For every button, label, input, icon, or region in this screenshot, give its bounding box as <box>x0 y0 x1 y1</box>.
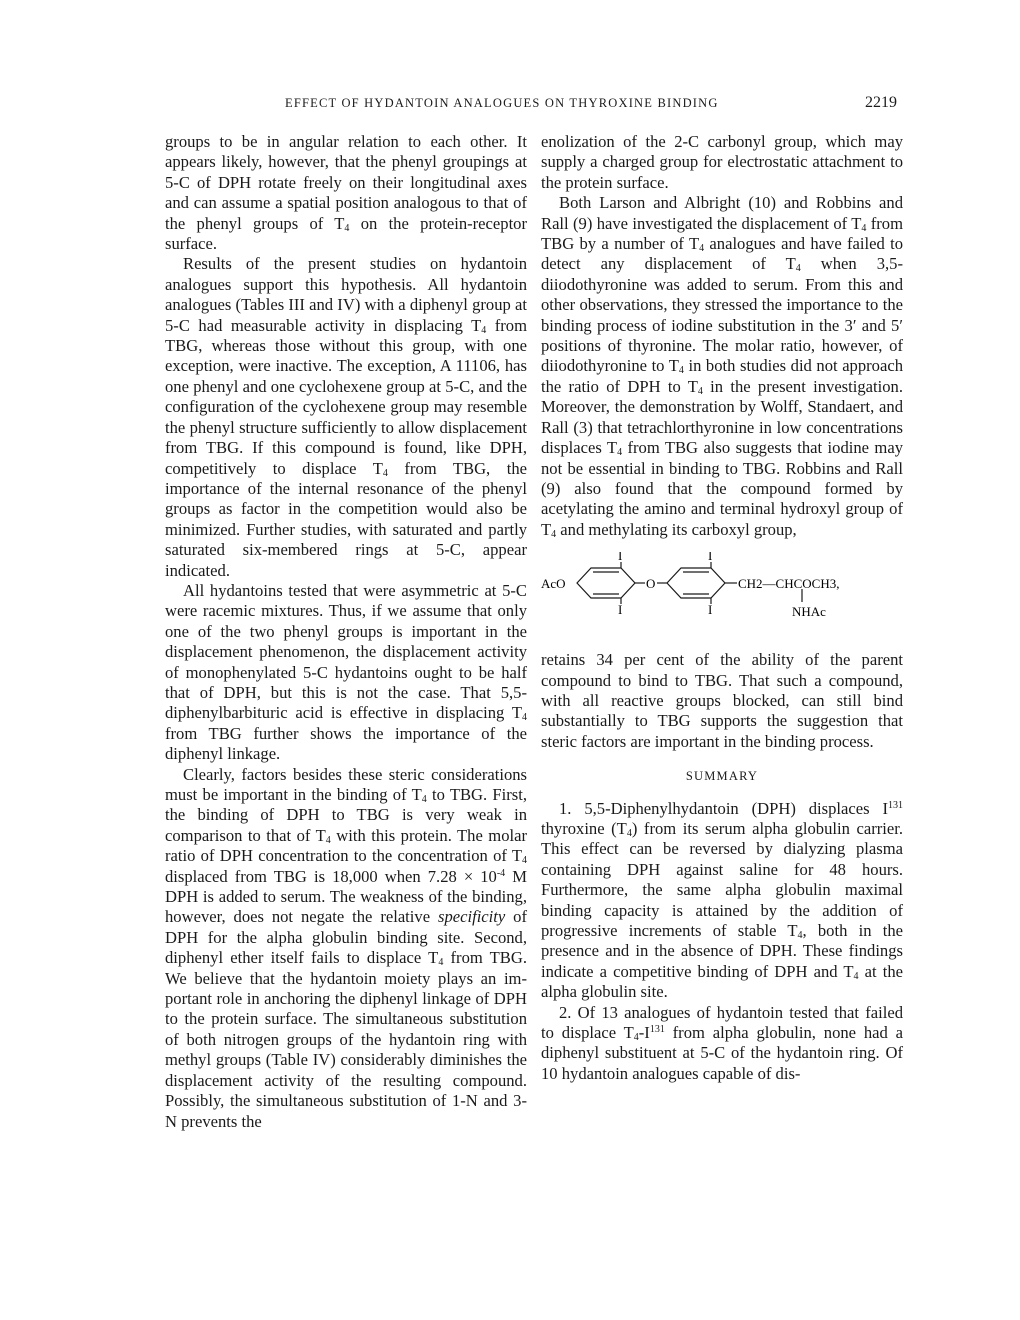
left-paragraph-1: groups to be in angular relation to each other. It appears likely, however, that the phenyl groupings at 5-C of DPH rotate freely on their longitudinal axes and can assume a spatial position analogous to that of the phenyl groups of $T_4$ on the protein-receptor surface. <box>165 132 527 254</box>
running-header <box>165 94 905 118</box>
iodine-label-1: I <box>618 552 623 564</box>
running-title: EFFECT OF HYDANTOIN ANALOGUES ON THYROXINE BINDING <box>285 96 719 110</box>
summary-heading: SUMMARY <box>685 769 759 784</box>
page-number: 2219 <box>865 94 897 111</box>
summary-item-2: 2. Of 13 analogues of hydantoin tested that failed to displace $T_4-I^{131}$ from alpha globulin, none had a diphenyl substituent at 5-C of the hydantoin ring. Of 10 hydantoin analogues capable of dis- <box>541 1002 903 1083</box>
side-chain-label: CH2—CHCOCH3, <box>738 576 840 592</box>
right-paragraph-1: enolization of the 2-C carbonyl group, which may supply a charged group for electrostatic attachment to the protein surface. <box>541 132 903 192</box>
aco-label: AcO <box>541 576 566 592</box>
iodine-label-3: I <box>708 552 713 564</box>
left-paragraph-2: Results of the present studies on hydantoin analogues support this hypothesis. All hydantoin analogues (Tables III and IV) with a diphenyl group at 5-C had measurable activity in displacing $T_4$ from TBG, whereas those without this group, with one exception, were inactive. The exception, A 11106, has one phenyl and one cyclohexene group at 5-C, and the configuration of the cyclohexene group may resemble the phenyl structure sufficiently to allow displacement from TBG. If this compound is found, like DPH, competitively to displace $T_4$ from TBG, the importance of the internal resonance of the phenyl groups as factor in the competition would also be minimized. Further studies, with saturated and partly saturated six-membered rings at 5-C, appear indicated. <box>165 254 528 580</box>
structure-diagram <box>541 552 903 638</box>
left-column <box>165 132 527 1132</box>
right-paragraph-2: Both Larson and Albright (10) and Robbins and Rall (9) have investigated the displacement of $T_4$ from TBG by a number of $T_4$ analogues and have failed to detect any displacement of $T_4$ when 3,5-diiodothyronine was added to serum. From this and other observations, they stressed the importance to the binding process of iodine substitution in the 3′ and 5′ positions of thyronine. The molar ratio, however, of diiodothyronine to $T_4$ in both studies did not approach the ratio of DPH to $T_4$ in the present investigation. Moreover, the demonstration by Wolff, Standaert, and Rall (3) that tetrachlorthyronine in low concentrations displaces $T_4$ from TBG also suggests that iodine may not be essential in binding to TBG. Robbins and Rall (9) also found that the compound formed by acetylating the amino and terminal hydroxyl group of $T_4$ and methylating its carboxyl group, <box>541 193 904 540</box>
right-paragraph-3: retains 34 per cent of the ability of the parent compound to bind to TBG. That such a compound, with all reactive groups blocked, can still bind substantially to TBG supports the suggestion that steric factors are important in the binding process. <box>541 650 903 751</box>
ether-oxygen-label: O <box>646 576 656 592</box>
iodine-label-4: I <box>708 602 713 618</box>
left-paragraph-3: All hydantoins tested that were asymmetric at 5-C were racemic mixtures. Thus, if we assume that only one of the two phenyl groups is important in the displacement phenomenon, the displacement activity of monophenylated 5-C hydantoins ought to be half that of DPH, but this is not the case. That 5,5-diphenylbarbituric acid is effective in displacing $T_4$ from TBG further shows the importance of the diphenyl linkage. <box>165 580 527 764</box>
summary-item-1: 1. 5,5-Diphenylhydantoin (DPH) displaces $I^{131}$ thyroxine $(T_4)$ from its serum alpha globulin carrier. This effect can be reversed by dialyzing plasma containing DPH against saline for 48 hours. Furthermore, the same alpha globulin maximal binding capacity is attained by the addition of progressive increments of stable $T_4$, both in the presence and in the absence of DPH. These findings indicate a competitive binding of DPH and $T_4$ at the alpha globulin site. <box>541 798 904 1002</box>
iodine-label-2: I <box>618 602 623 618</box>
chemical-structure <box>541 552 903 638</box>
left-paragraph-4: Clearly, factors besides these steric considerations must be important in the binding of $T_4$ to TBG. First, the binding of DPH to TBG is very weak in comparison to that of $T_4$ with this protein. The molar ratio of DPH concentration to the concentration of $T_4$ displaced from TBG is 18,000 when $7.28 \times 10^{-4}$ M DPH is added to serum. The weakness of the binding, however, does not negate the relative specificity of DPH for the alpha globulin binding site. Second, diphenyl ether itself fails to displace $T_4$ from TBG. We believe that the hydantoin moiety plays an important role in anchoring the diphenyl linkage of DPH to the protein surface. The simultaneous substitution of both nitrogen groups of the hydantoin ring with methyl groups (Table IV) considerably diminishes the displacement activity of the resulting compound. Possibly, the simultaneous substitution of 1-N and 3-N prevents the <box>165 764 528 1131</box>
nhac-label: NHAc <box>792 604 826 620</box>
right-column <box>541 132 903 1084</box>
